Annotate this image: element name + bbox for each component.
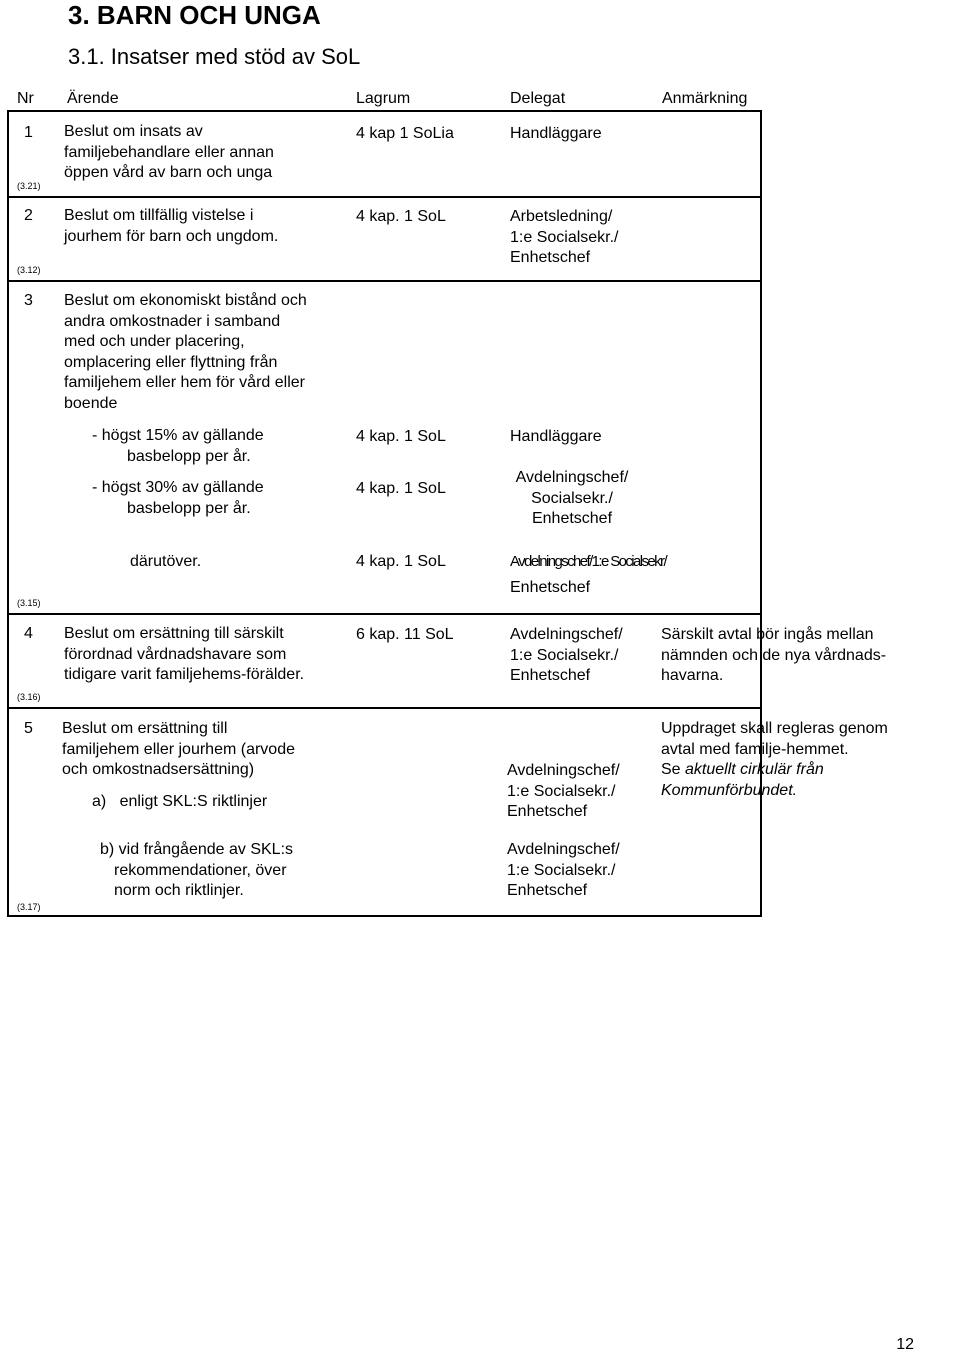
delegat: Handläggare (510, 428, 602, 445)
sub-item-line: - högst 30% av gällande (92, 479, 264, 496)
arende-line: och omkostnadsersättning) (62, 761, 255, 778)
section-title: 3.1. Insatser med stöd av SoL (68, 44, 361, 69)
delegat-line: Enhetschef (531, 510, 613, 527)
row-nr: 5 (24, 720, 33, 737)
delegat-line: Enhetschef (507, 882, 588, 899)
delegat-line: Enhetschef (510, 249, 591, 266)
arende-line: Beslut om ersättning till särskilt (64, 625, 284, 642)
delegat: Handläggare (510, 125, 602, 142)
arende-line: familjehem eller jourhem (arvode (62, 740, 295, 758)
sub-item-line: a) enligt SKL:S riktlinjer (92, 793, 268, 810)
lagrum: 4 kap. 1 SoL (356, 553, 446, 570)
delegat-line: Socialsekr./ (531, 489, 613, 507)
anmarkning-line: nämnden och de nya vårdnads- (661, 646, 887, 664)
delegat-line: 1:e Socialsekr./ (507, 782, 616, 800)
delegat-line: Avdelningschef/1:e Socialsekr/ (510, 553, 667, 570)
page-title: 3. BARN OCH UNGA (68, 0, 321, 30)
row-border (7, 915, 760, 917)
row-ref: (3.12) (17, 265, 41, 275)
sub-item-line: b) vid frångående av SKL:s (100, 841, 294, 858)
lagrum: 4 kap. 1 SoL (356, 208, 446, 225)
col-header-lagrum: Lagrum (356, 90, 411, 107)
row-ref: (3.21) (17, 181, 41, 191)
row-border (7, 707, 760, 709)
arende-line: öppen vård av barn och unga (64, 164, 273, 181)
anmarkning-line (661, 760, 888, 781)
arende-line: Beslut om tillfällig vistelse i (64, 207, 254, 224)
col-header-arende: Ärende (67, 90, 119, 107)
delegat-line: 1:e Socialsekr./ (510, 646, 619, 664)
row-nr: 2 (24, 207, 33, 224)
arende-line: boende (64, 394, 118, 412)
arende-line: jourhem för barn och ungdom. (64, 227, 279, 245)
anmarkning-line: Uppdraget skall regleras genom (661, 720, 888, 737)
lagrum: 4 kap. 1 SoL (356, 480, 446, 497)
arende-line: Beslut om insats av (64, 123, 203, 140)
lagrum: 4 kap. 1 SoL (356, 428, 446, 445)
page-number: 12 (896, 1336, 914, 1353)
col-header-delegat: Delegat (510, 90, 566, 107)
row-border (7, 196, 760, 198)
sub-item-line: basbelopp per år. (127, 499, 251, 517)
delegat-line: Avdelningschef/ (515, 469, 629, 486)
arende-line: Beslut om ekonomiskt bistånd och (64, 292, 307, 309)
row-ref: (3.15) (17, 598, 41, 608)
row-ref: (3.16) (17, 692, 41, 702)
row-border (7, 110, 760, 112)
arende-line: familjebehandlare eller annan (64, 143, 274, 161)
sub-item-line: basbelopp per år. (127, 447, 251, 465)
col-header-anmarkning: Anmärkning (662, 90, 748, 107)
arende-line: Beslut om ersättning till (62, 720, 228, 737)
row-border (7, 280, 760, 282)
lagrum: 4 kap 1 SoLia (356, 125, 454, 142)
anmarkning-line (661, 781, 888, 802)
sub-item-line: norm och riktlinjer. (114, 882, 244, 899)
arende-line: tidigare varit familjehems-förälder. (64, 666, 305, 683)
sub-item-line: därutöver. (130, 553, 202, 570)
delegat-line: Avdelningschef/ (507, 762, 620, 779)
delegat-line: Enhetschef (510, 579, 591, 596)
arende-line: med och under placering, (64, 333, 245, 350)
sub-item-line: rekommendationer, över (114, 861, 287, 879)
row-nr: 4 (24, 625, 33, 642)
lagrum: 6 kap. 11 SoL (356, 626, 454, 643)
row-nr: 3 (24, 292, 33, 309)
anmarkning-line: Särskilt avtal bör ingås mellan (661, 626, 874, 643)
delegat-line: Avdelningschef/ (510, 626, 623, 643)
arende-line: familjehem eller hem för vård eller (64, 374, 305, 391)
anmarkning-line: havarna. (661, 667, 724, 684)
arende-line: omplacering eller flyttning från (64, 353, 278, 371)
col-border (7, 110, 9, 917)
delegat-line: 1:e Socialsekr./ (507, 861, 616, 879)
delegat-line: Enhetschef (507, 803, 588, 820)
delegat-line: Arbetsledning/ (510, 208, 613, 225)
row-nr: 1 (24, 124, 33, 141)
delegat-line: Enhetschef (510, 667, 591, 684)
row-ref: (3.17) (17, 902, 41, 912)
delegat-line: Avdelningschef/ (507, 841, 620, 858)
col-header-nr: Nr (17, 90, 34, 107)
delegat-line: 1:e Socialsekr./ (510, 228, 619, 246)
anmarkning-italic: Kommunförbundet. (661, 781, 798, 799)
anmarkning-italic: aktuellt cirkulär från (685, 761, 824, 778)
anmarkning-line: avtal med familje-hemmet. (661, 740, 849, 758)
arende-line: förordnad vårdnadshavare som (64, 645, 287, 663)
anmarkning-prefix: Se (661, 761, 686, 778)
row-border (7, 613, 760, 615)
arende-line: andra omkostnader i samband (64, 312, 281, 330)
sub-item-line: - högst 15% av gällande (92, 427, 264, 444)
